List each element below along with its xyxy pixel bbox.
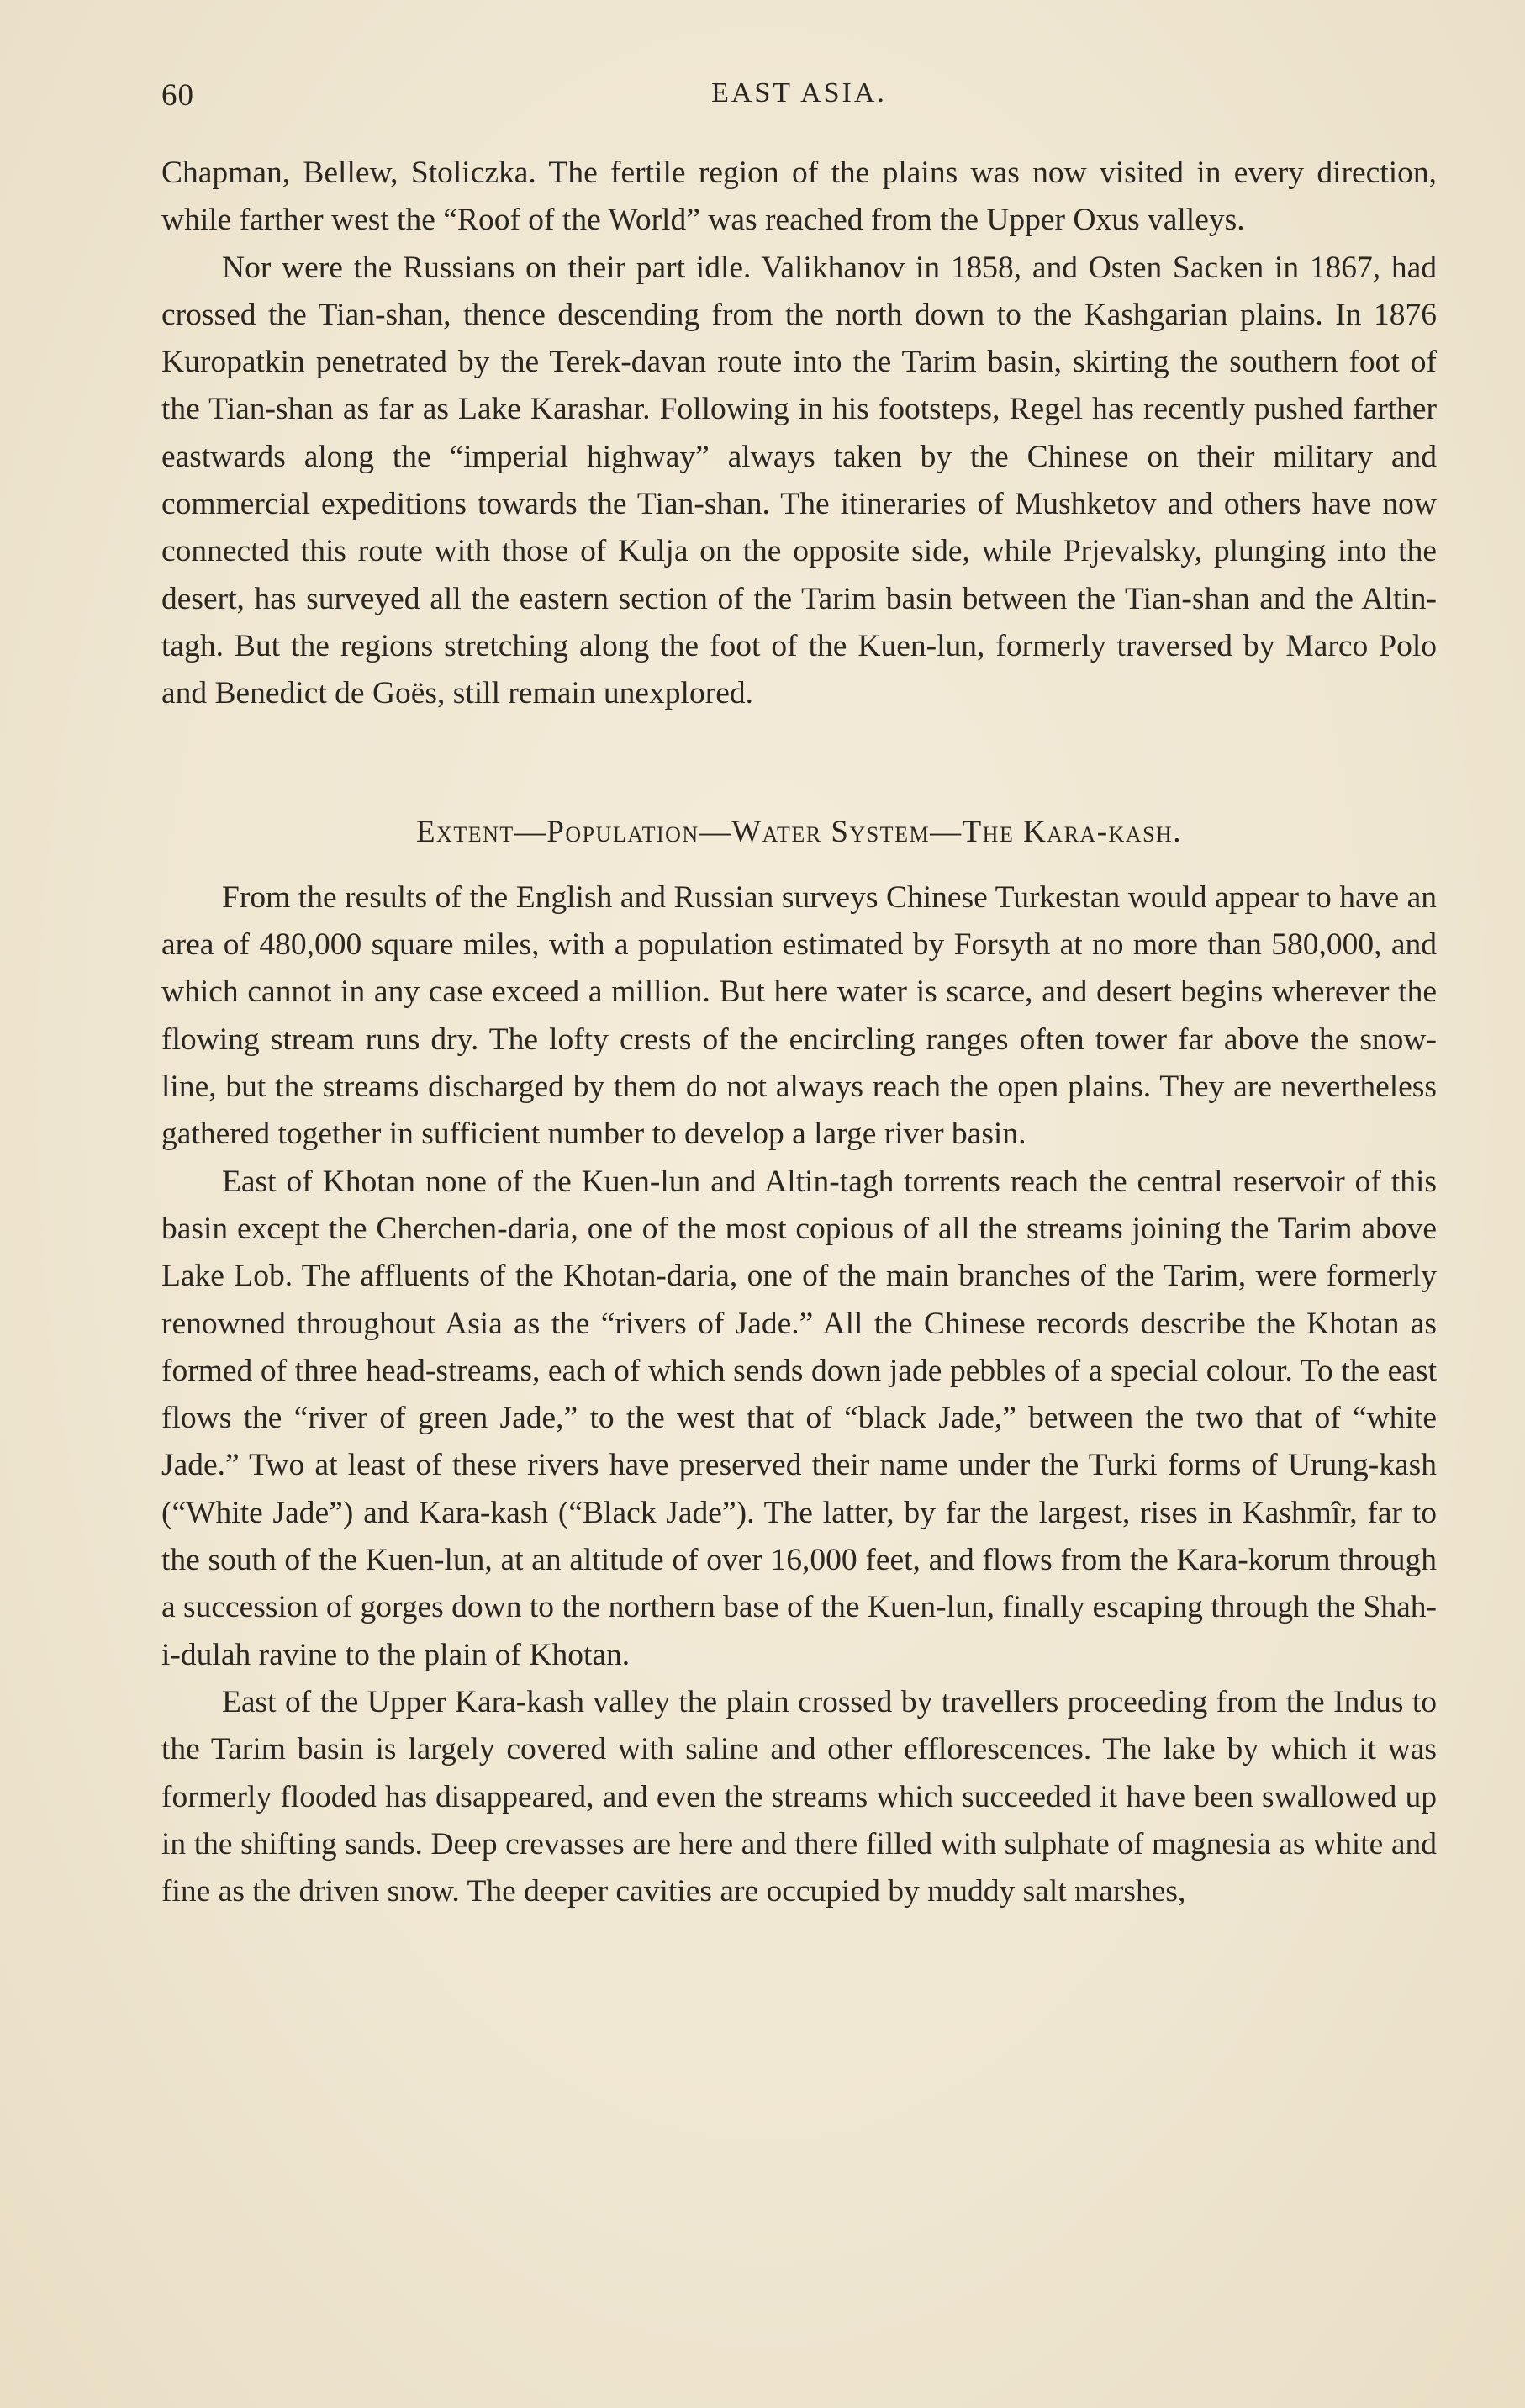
- running-head: [161, 77, 1437, 119]
- paragraph: From the results of the English and Russian surveys Chinese Turkestan would appear to have an area of 480,000 square miles, with a population estimated by Forsyth at no more than 580,000, and which cannot in any case exceed a million. But here water is scarce, and desert begins wherever the flowing stream runs dry. The lofty crests of the encircling ranges often tower far above the snow-line, but the streams discharged by them do not always reach the open plains. They are nevertheless gathered together in sufficient number to develop a large river basin.: [161, 879, 1437, 1152]
- section-heading: Extent—Population—Water System—The Kara-kash.: [415, 814, 1183, 849]
- paragraph: Chapman, Bellew, Stoliczka. The fertile region of the plains was now visited in every direction, while farther west the “Roof of the World” was reached from the Upper Oxus valleys.: [161, 156, 1437, 238]
- paragraph: East of Khotan none of the Kuen-lun and Altin-tagh torrents reach the central reservoir of this basin except the Cherchen-daria, one of the most copious of all the streams joining the Tarim above Lake Lob. The affluents of the Khotan-daria, one of the main branches of the Tarim, were formerly renowned throughout Asia as the “rivers of Jade.” All the Chinese records describe the Khotan as formed of three head-streams, each of which sends down jade pebbles of a special colour. To the east flows the “river of green Jade,” to the west that of “black Jade,” between the two that of “white Jade.” Two at least of these rivers have preserved their name under the Turki forms of Urung-kash (“White Jade”) and Kara-kash (“Black Jade”). The latter, by far the largest, rises in Kashmîr, far to the south of the Kuen-lun, at an altitude of over 16,000 feet, and flows from the Kara-korum through a succession of gorges down to the northern base of the Kuen-lun, finally escaping through the Shah-i-dulah ravine to the plain of Khotan.: [161, 1164, 1437, 1672]
- page-number: 60: [161, 78, 194, 113]
- body-text: [161, 150, 1437, 1915]
- paragraph: Nor were the Russians on their part idle. Valikhanov in 1858, and Osten Sacken in 1867, had crossed the Tian-shan, thence descending from the north down to the Kashgarian plains. In 1876 Kuropatkin penetrated by the Terek-davan route into the Tarim basin, skirting the southern foot of the Tian-shan as far as Lake Karashar. Following in his footsteps, Regel has recently pushed farther eastwards along the “imperial highway” always taken by the Chinese on their military and commercial expeditions towards the Tian-shan. The itineraries of Mushketov and others have now connected this route with those of Kulja on the opposite side, while Prjevalsky, plunging into the desert, has surveyed all the eastern section of the Tarim basin between the Tian-shan and the Altin-tagh. But the regions stretching along the foot of the Kuen-lun, formerly traversed by Marco Polo and Benedict de Goës, still remain unexplored.: [161, 250, 1437, 711]
- paragraph: East of the Upper Kara-kash valley the plain crossed by travellers proceeding from the Indus to the Tarim basin is largely covered with saline and other efflorescences. The lake by which it was formerly flooded has disappeared, and even the streams which succeeded it have been swallowed up in the shifting sands. Deep crevasses are here and there filled with sulphate of magnesia as white and fine as the driven snow. The deeper cavities are occupied by muddy salt marshes,: [161, 1684, 1437, 1909]
- running-title: EAST ASIA.: [711, 77, 887, 108]
